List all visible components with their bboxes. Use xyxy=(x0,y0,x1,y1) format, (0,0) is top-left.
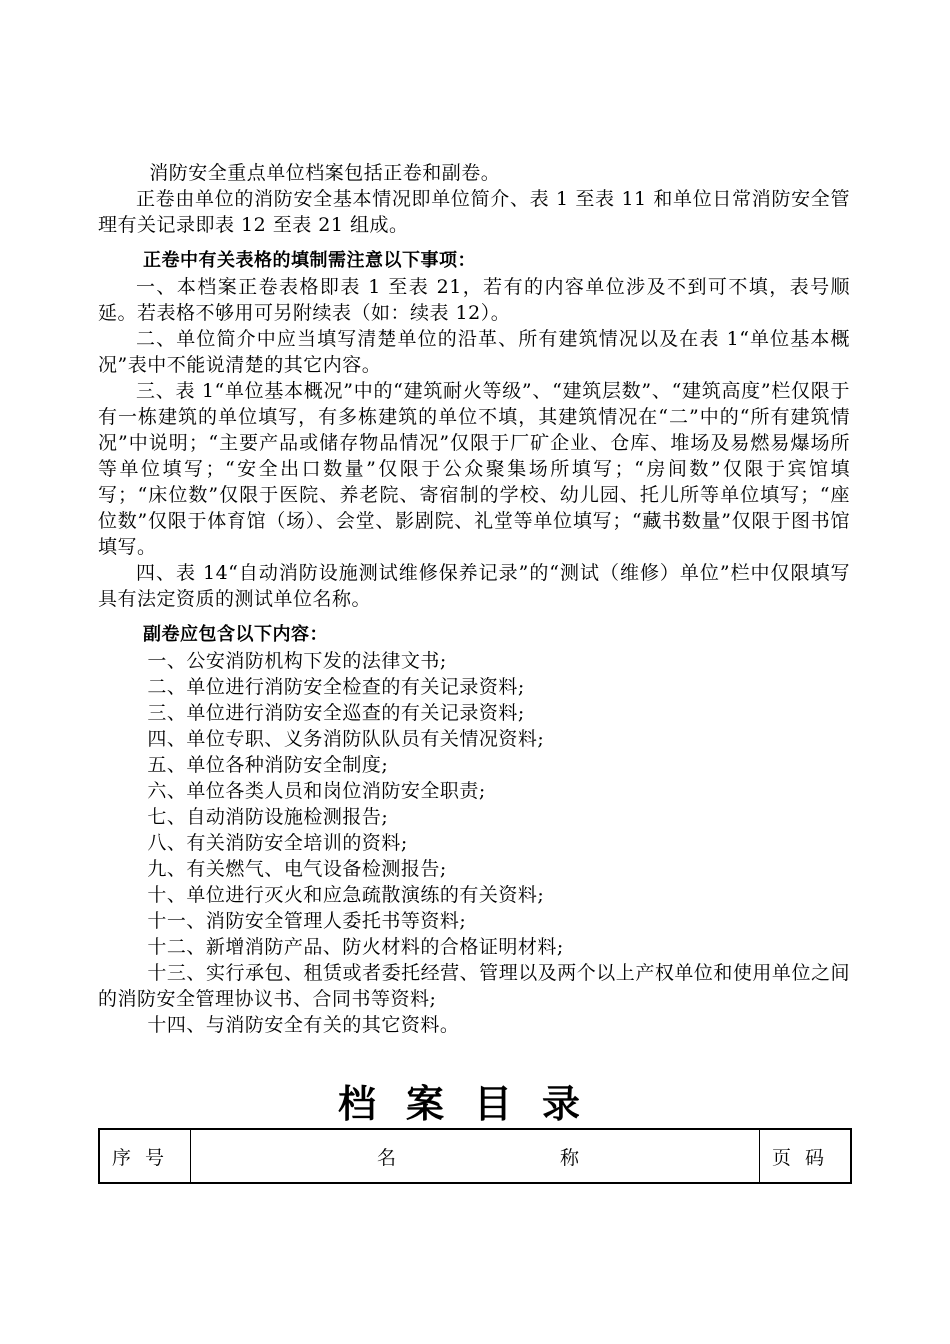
catalog-table xyxy=(98,1128,852,1184)
header-page: 页码 xyxy=(760,1129,852,1183)
main-volume-item-3: 三、表 1“单位基本概况”中的“建筑耐火等级”、“建筑层数”、“建筑高度”栏仅限于有一栋建筑的单位填写，有多栋建筑的单位不填，其建筑情况在“二”中的“所有建筑情况”中说明；“主要产品或储存物品情况”仅限于厂矿企业、仓库、堆场及易燃易爆场所等单位填写；“安全出口数量”仅限于公众聚集场所填写；“房间数”仅限于宾馆填写；“床位数”仅限于医院、养老院、寄宿制的学校、幼儿园、托儿所等单位填写；“座位数”仅限于体育馆（场）、会堂、影剧院、礼堂等单位填写；“藏书数量”仅限于图书馆填写。 xyxy=(98,380,850,558)
intro-paragraph-2: 正卷由单位的消防安全基本情况即单位简介、表 1 至表 11 和单位日常消防安全管理有关记录即表 12 至表 21 组成。 xyxy=(98,188,850,236)
catalog-header-row xyxy=(99,1129,851,1183)
sub-volume-item: 三、单位进行消防安全巡查的有关记录资料; xyxy=(147,702,525,724)
sub-volume-item: 八、有关消防安全培训的资料; xyxy=(147,832,408,854)
intro-paragraph-1: 消防安全重点单位档案包括正卷和副卷。 xyxy=(149,162,501,184)
sub-volume-item: 五、单位各种消防安全制度; xyxy=(147,754,389,776)
header-number: 序号 xyxy=(99,1129,191,1183)
sub-volume-item: 四、单位专职、义务消防队队员有关情况资料; xyxy=(147,728,545,750)
catalog-title: 档案目录 xyxy=(337,1081,610,1126)
sub-volume-item: 十三、实行承包、租赁或者委托经营、管理以及两个以上产权单位和使用单位之间的消防安全管理协议书、合同书等资料; xyxy=(98,962,850,1010)
main-volume-heading: 正卷中有关表格的填制需注意以下事项： xyxy=(143,250,476,271)
header-name-right: 称 xyxy=(559,1146,579,1169)
header-name-left: 名 xyxy=(377,1146,397,1169)
sub-volume-item: 一、公安消防机构下发的法律文书; xyxy=(147,650,447,672)
sub-volume-item: 九、有关燃气、电气设备检测报告; xyxy=(147,858,447,880)
header-name xyxy=(191,1129,760,1183)
sub-volume-item: 十四、与消防安全有关的其它资料。 xyxy=(147,1014,460,1036)
main-volume-item-1: 一、本档案正卷表格即表 1 至表 21，若有的内容单位涉及不到可不填，表号顺延。若表格不够用可另附续表（如：续表 12）。 xyxy=(98,276,850,324)
sub-volume-item: 六、单位各类人员和岗位消防安全职责; xyxy=(147,780,486,802)
main-volume-item-2: 二、单位简介中应当填写清楚单位的沿革、所有建筑情况以及在表 1“单位基本概况”表中不能说清楚的其它内容。 xyxy=(98,328,850,376)
sub-volume-item: 二、单位进行消防安全检查的有关记录资料; xyxy=(147,676,525,698)
sub-volume-item: 十一、消防安全管理人委托书等资料; xyxy=(147,910,467,932)
document-body xyxy=(98,160,850,1038)
sub-volume-heading: 副卷应包含以下内容： xyxy=(143,624,328,645)
sub-volume-item: 十二、新增消防产品、防火材料的合格证明材料; xyxy=(147,936,564,958)
sub-volume-item: 七、自动消防设施检测报告; xyxy=(147,806,389,828)
sub-volume-item: 十、单位进行灭火和应急疏散演练的有关资料; xyxy=(147,884,545,906)
main-volume-item-4: 四、表 14“自动消防设施测试维修保养记录”的“测试（维修）单位”栏中仅限填写具有法定资质的测试单位名称。 xyxy=(98,562,850,610)
